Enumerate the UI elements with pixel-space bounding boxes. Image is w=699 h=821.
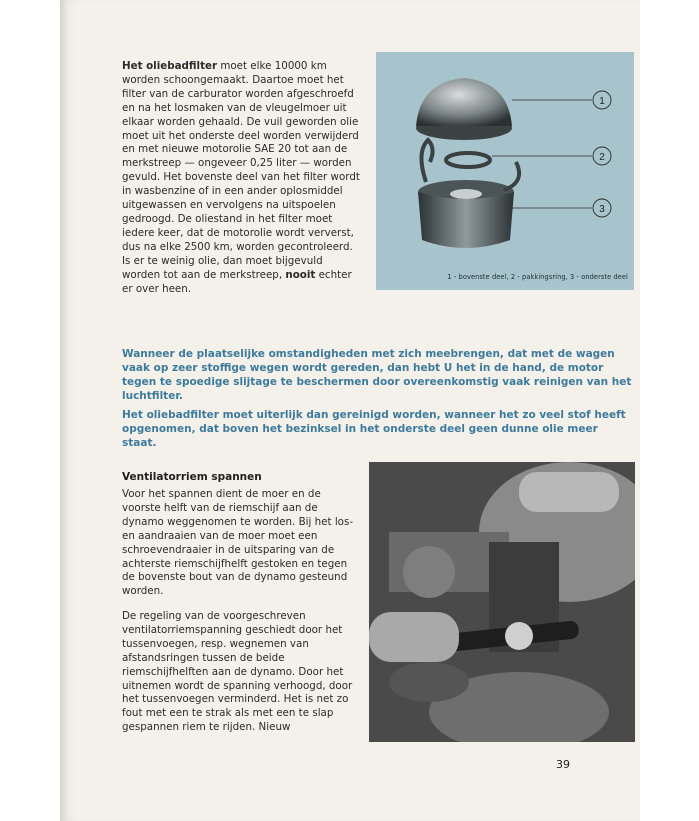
oil-filter-tail: echter er over heen.	[122, 268, 352, 295]
pulley-nut	[505, 622, 533, 650]
section-heading: Ventilatorriem spannen	[122, 471, 262, 483]
callout-number-1: 1	[599, 96, 605, 107]
center-tube	[450, 189, 482, 199]
cleaning-interval-note: Het oliebadfilter moet uiterlijk dan gereinigd worden, wanneer het zo veel stof heeft opgenomen, dat boven het bezinksel in het onderste deel geen dunne olie meer staat.	[122, 409, 626, 449]
lid-dome	[416, 78, 512, 126]
bowl-body	[418, 192, 514, 248]
callout-number-3: 3	[599, 204, 605, 215]
hand-top	[519, 472, 619, 512]
oil-filter-illustration	[376, 52, 634, 290]
distributor	[389, 662, 469, 702]
oil-filter-paragraph	[122, 60, 362, 296]
oil-filter-photo	[376, 52, 634, 290]
belt-paragraph-2: De regeling van de voorgeschreven ventilatorriemspanning geschiedt door het tussenvoegen, resp. wegnemen van afstandsringen tussen de beide riemschijfhelften aan de dynamo. Door het uitnemen wordt de spanning verhoogd, door het tussenvoegen verminderd. Het is net zo fout met een te strak als met een te slap gespannen riem te rijden. Nieuw	[122, 610, 353, 734]
nooit-emphasis: nooit	[285, 268, 316, 281]
hand-left	[369, 612, 459, 662]
clip-wire	[421, 140, 432, 182]
belt-paragraph-1: Voor het spannen dient de moer en de voorste helft van de riemschijf aan de dynamo weggenomen te worden. Bij het los- en aandraaien van de moer moet een schroevendraaier in de uitsparing van de achterste riemschijfhelft gestoken en tegen de bovenste bout van de dynamo gesteund worden.	[122, 488, 354, 598]
air-intake	[403, 546, 455, 598]
gasket-ring	[446, 153, 490, 167]
oil-filter-term: Het oliebadfilter	[122, 60, 218, 72]
oil-filter-text: moet elke 10000 km worden schoongemaakt. Daartoe moet het filter van de carburator worden afgeschroefd en na het losmaken van de vleugelmoer uit elkaar worden gehaald. De vuil geworden olie moet uit het onderste deel worden verwijderd en met nieuwe motorolie SAE 20 tot aan de merkstreep — ongeveer 0,25 liter — worden gevuld. Het bovenste deel van het filter wordt in wasbenzine of in een ander oplosmiddel uitgewassen en vervolgens na uitspoelen gedroogd. De oliestand in het filter moet iedere keer, dat de motorolie wordt ververst, dus na elke 2500 km, worden gecontroleerd. Is er te weinig olie, dan moet bijgevuld worden tot aan de merkstreep,	[122, 60, 360, 281]
engine-illustration	[369, 462, 635, 742]
page-number: 39	[556, 758, 570, 771]
callout-number-2: 2	[599, 152, 605, 163]
engine-photo	[369, 462, 635, 742]
figure-caption: 1 - bovenste deel, 2 - pakkingsring, 3 - onderste deel	[447, 273, 628, 281]
dusty-roads-note: Wanneer de plaatselijke omstandigheden met zich meebrengen, dat met de wagen vaak op zeer stoffige wegen wordt gereden, dan hebt U het in de hand, de motor tegen te spoedige slijtage te beschermen door overeenkomstig vaak reinigen van het luchtfilter.	[122, 348, 632, 402]
